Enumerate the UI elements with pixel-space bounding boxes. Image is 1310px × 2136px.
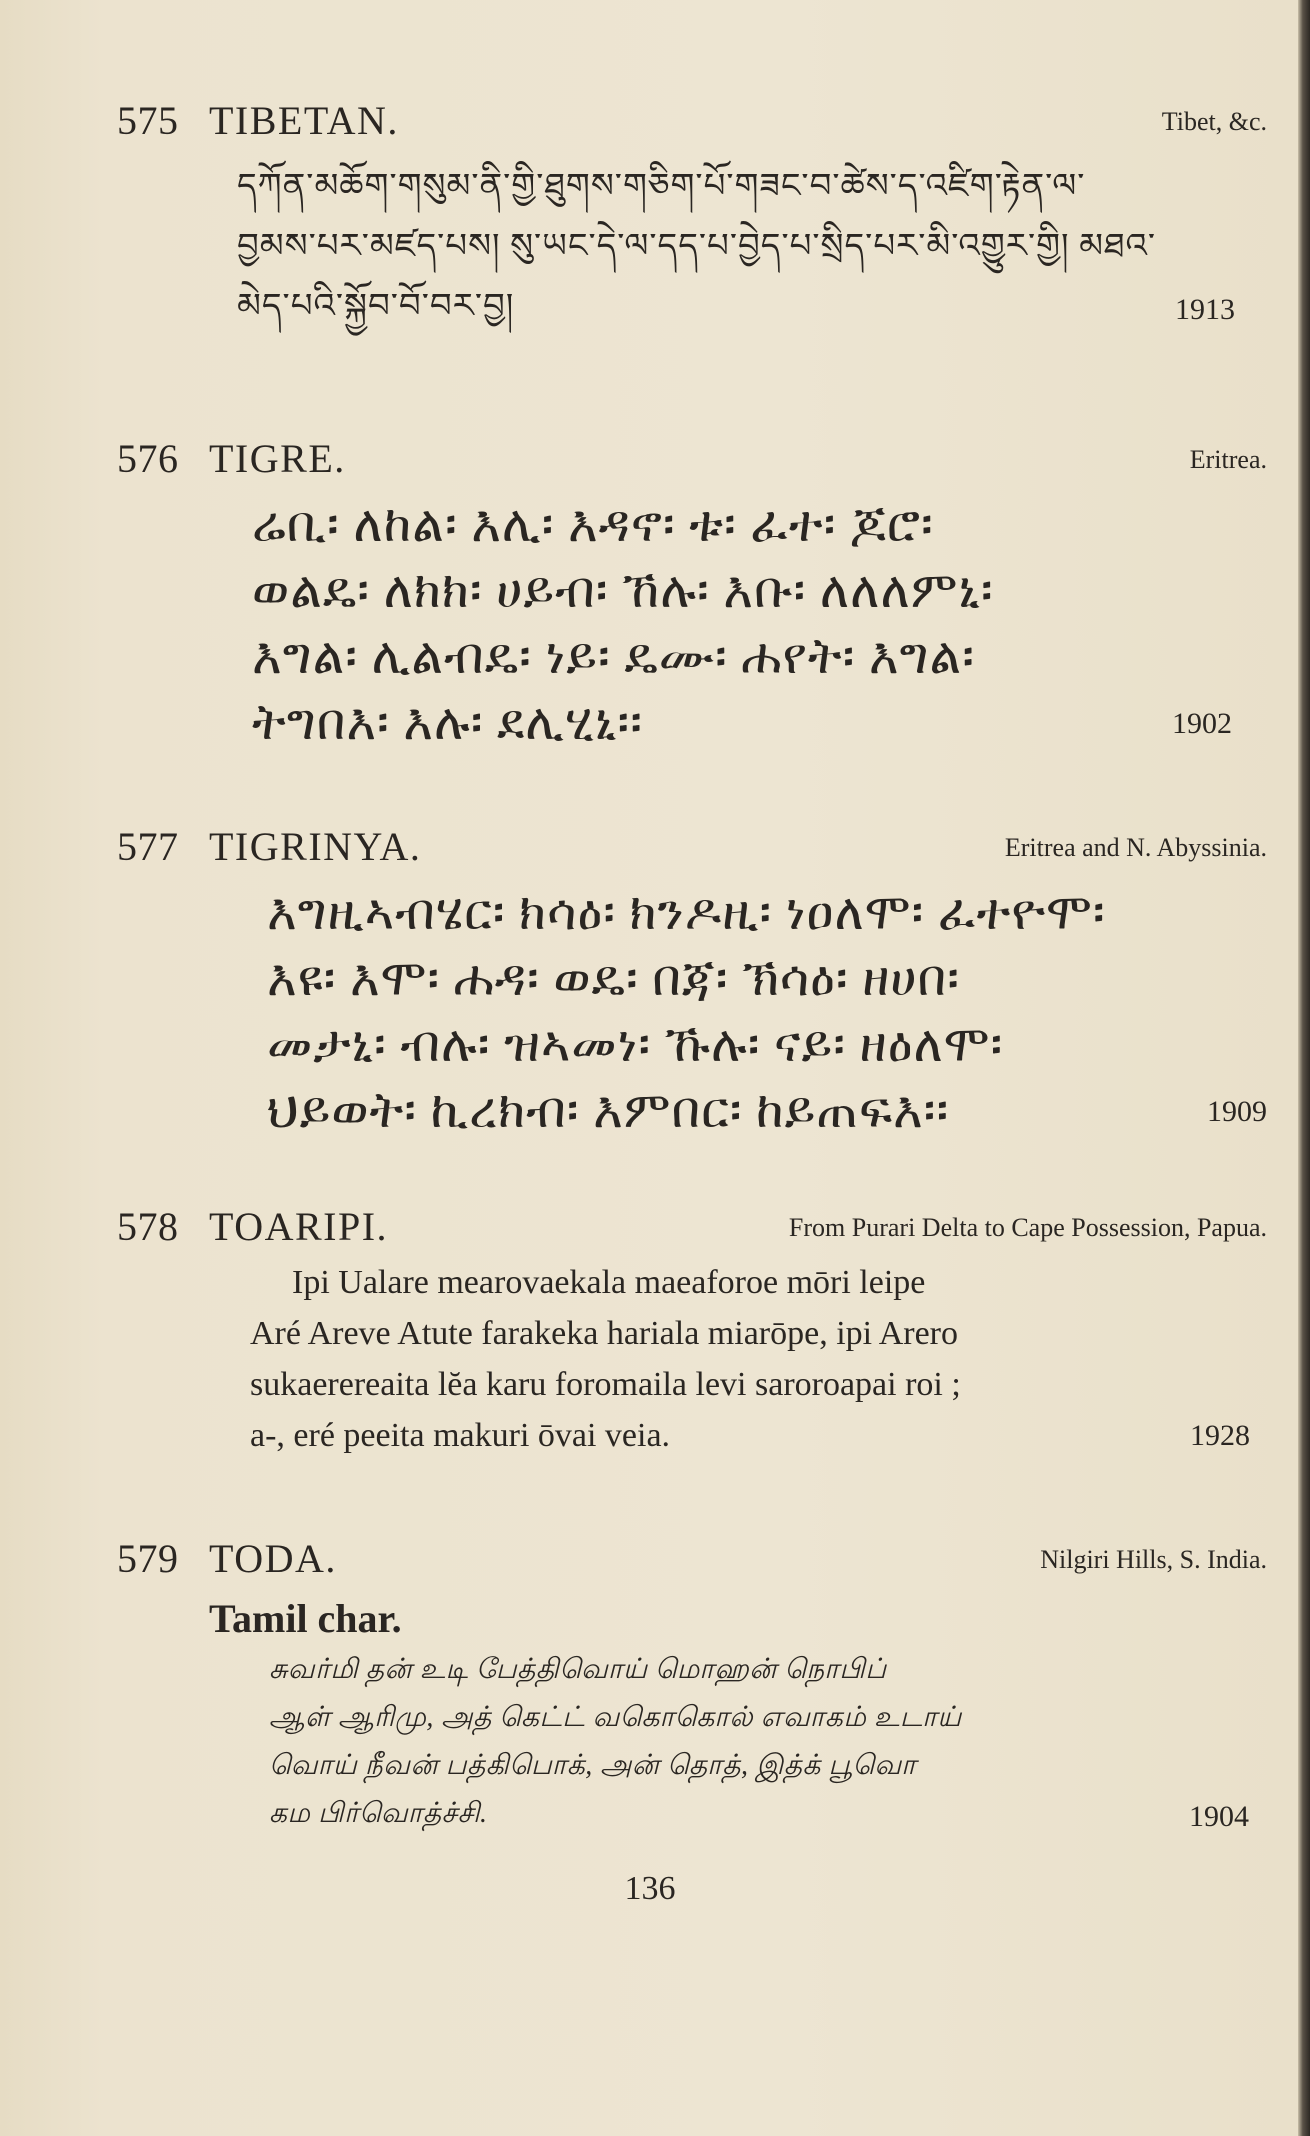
- year: 1913: [1175, 293, 1235, 326]
- entry-578-toaripi: [117, 1203, 1267, 1461]
- entry-header: [117, 97, 1267, 153]
- text-line: መታኒ፡ ብሉ፡ ዝኣመነ፡ ኹሉ፡ ናይ፡ ዘዕለሞ፡: [267, 1016, 1004, 1072]
- entry-number: 575: [117, 98, 179, 143]
- entry-header: [117, 1203, 1267, 1259]
- script-note: Tamil char.: [209, 1596, 402, 1641]
- entry-header: [117, 823, 1267, 879]
- text-line: እግል፡ ሊልብዴ፡ ነይ፡ ዴሙ፡ ሐየት፡ እግል፡: [252, 628, 975, 684]
- language-name: TIBETAN.: [209, 98, 399, 143]
- text-line: ஆள் ஆரிமு, அத் கெட்ட் வகொகொல் எவாகம் உடாய்: [269, 1702, 962, 1733]
- entry-number: 576: [117, 436, 179, 481]
- scripture-text: [250, 1257, 1250, 1461]
- text-line: கம பிர்வொத்ச்சி.: [269, 1798, 488, 1829]
- text-line: a-, eré peeita makuri ōvai veia.: [250, 1417, 671, 1454]
- text-line: ወልዴ፡ ለክክ፡ ሀይብ፡ ኸሉ፡ እቡ፡ ለለለምኒ፡: [252, 562, 994, 618]
- scripture-text: [252, 491, 1252, 755]
- year: 1928: [1190, 1419, 1250, 1452]
- entry-579-toda: [117, 1535, 1267, 1838]
- language-name: TODA.: [209, 1536, 337, 1581]
- text-line: ሬቢ፡ ለከል፡ እሊ፡ እዳኖ፡ ቱ፡ ፈተ፡ ጆሮ፡: [252, 496, 934, 552]
- entry-number: 579: [117, 1536, 179, 1581]
- scripture-text: [237, 157, 1267, 337]
- entry-577-tigrinya: [117, 823, 1267, 1143]
- region-label: Tibet, &c.: [1161, 107, 1267, 136]
- language-name: TIGRINYA.: [209, 824, 422, 869]
- scripture-text: [269, 1646, 1269, 1838]
- entry-header: [117, 435, 1267, 491]
- text-line: ትግበእ፡ እሉ፡ ደሊሂኒ፡፡: [252, 694, 643, 750]
- entry-575-tibetan: [117, 97, 1267, 337]
- text-line: እግዚኣብሄር፡ ክሳዕ፡ ክንዶዚ፡ ነዐለሞ፡ ፈተዮሞ፡: [267, 884, 1106, 940]
- language-name: TIGRE.: [209, 436, 346, 481]
- region-label: Eritrea and N. Abyssinia.: [1004, 833, 1267, 862]
- text-line: Aré Areve Atute farakeka hariala miarōpe, ipi Arero: [250, 1315, 959, 1352]
- entry-number: 577: [117, 824, 179, 869]
- region-label: Nilgiri Hills, S. India.: [1040, 1545, 1267, 1574]
- text-line: sukaerereaita lĕa karu foromaila levi saroroapai roi ;: [250, 1366, 961, 1403]
- text-line: དཀོན་མཆོག་གསུམ་ནི་གྱི་ཐུགས་གཅིག་པོ་གཟང་བ་ཚེས་ད་འཛིག་རྟེན་ལ་: [237, 168, 1086, 205]
- year: 1909: [1207, 1095, 1267, 1128]
- region-label: Eritrea.: [1189, 445, 1267, 474]
- text-line: சுவர்மி தன் உடி பேத்திவொய் மொஹன் நொபிப்: [269, 1654, 887, 1685]
- text-line: བྱམས་པར་མཛད་པས། སུ་ཡང་དེ་ལ་དད་པ་བྱེད་པ་སྲིད་པར་མི་འགྱུར་གྱི། མཐའ་: [237, 228, 1157, 265]
- region-label: From Purari Delta to Cape Possession, Papua.: [788, 1213, 1267, 1242]
- page-binding-shadow: [1298, 0, 1310, 2136]
- scripture-text: [267, 879, 1267, 1143]
- text-line: མེད་པའི་སྐྱོབ་བོ་བར་བྱ།: [237, 288, 515, 325]
- text-line: እዩ፡ እሞ፡ ሐዳ፡ ወዴ፡ በጃ፡ ኽሳዕ፡ ዘሀበ፡: [267, 950, 960, 1006]
- year: 1904: [1189, 1800, 1249, 1833]
- entry-576-tigre: [117, 435, 1267, 755]
- entry-header: [117, 1535, 1267, 1591]
- text-line: வொய் நீவன் பத்கிபொக், அன் தொத், இத்க் பூவொ: [269, 1750, 917, 1781]
- entry-number: 578: [117, 1204, 179, 1249]
- text-line: ህይወት፡ ኪረክብ፡ እምበር፡ ከይጠፍእ፡፡: [267, 1082, 950, 1138]
- year: 1902: [1172, 707, 1232, 740]
- text-line: Ipi Ualare mearovaekala maeaforoe mōri leipe: [292, 1264, 926, 1301]
- language-name: TOARIPI.: [209, 1204, 389, 1249]
- page-number: 136: [624, 1870, 676, 1907]
